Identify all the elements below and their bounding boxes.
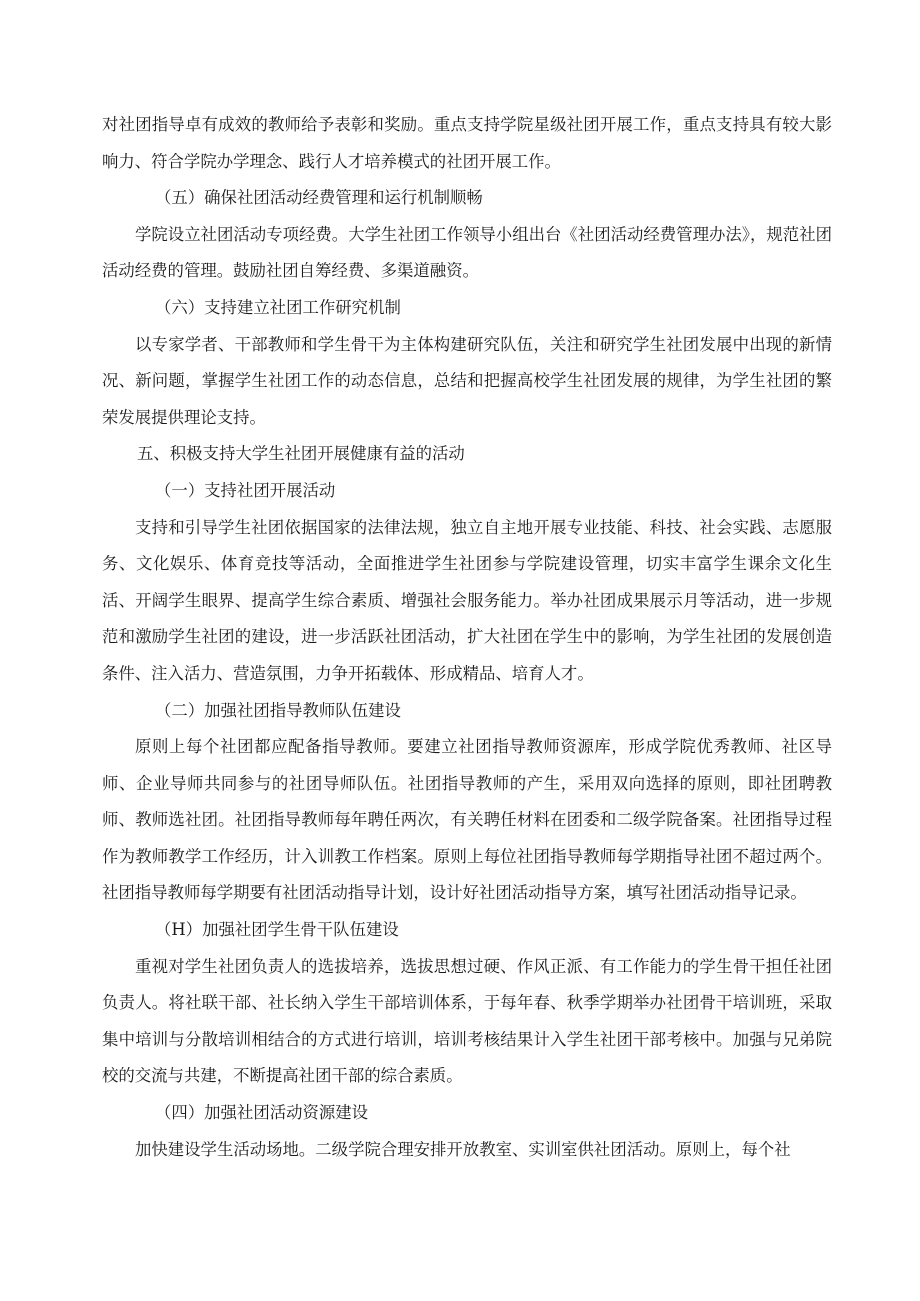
paragraph: 原则上每个社团都应配备指导教师。要建立社团指导教师资源库，形成学院优秀教师、社区导师、企业导师共同参与的社团导师队伍。社团指导教师的产生，采用双向选择的原则，即社团聘教师、教师选社团。社团指导教师每年聘任两次，有关聘任材料在团委和二级学院备案。社团指导过程作为教师教学工作经历，计入训教工作档案。原则上每位社团指导教师每学期指导社团不超过两个。社团指导教师每学期要有社团活动指导计划，设计好社团活动指导方案，填写社团活动指导记录。 [102,737,832,903]
section-heading-1: （一）支持社团开展活动 [155,480,336,500]
section-heading-6: （六）支持建立社团工作研究机制 [155,297,401,317]
paragraph: 以专家学者、干部教师和学生骨干为主体构建研究队伍，关注和研究学生社团发展中出现的新情况、新问题，掌握学生社团工作的动态信息，总结和把握高校学生社团发展的规律，为学生社团的繁荣发展提供理论支持。 [102,334,832,427]
paragraph: 支持和引导学生社团依据国家的法律法规，独立自主地开展专业技能、科技、社会实践、志愿服务、文化娱乐、体育竞技等活动，全面推进学生社团参与学院建设管理，切实丰富学生课余文化生活、开阔学生眼界、提高学生综合素质、增强社会服务能力。举办社团成果展示月等活动，进一步规范和激励学生社团的建设，进一步活跃社团活动，扩大社团在学生中的影响，为学生社团的发展创造条件、注入活力、营造氛围，力争开拓载体、形成精品、培育人才。 [102,517,832,683]
paragraph-continuation: 对社团指导卓有成效的教师给予表彰和奖励。重点支持学院星级社团开展工作，重点支持具有较大影响力、符合学院办学理念、践行人才培养模式的社团开展工作。 [102,115,832,171]
paragraph-truncated: 加快建设学生活动场地。二级学院合理安排开放教室、实训室供社团活动。原则上，每个社 [135,1139,791,1159]
section-heading-2: （二）加强社团指导教师队伍建设 [155,700,401,720]
paragraph: 重视对学生社团负责人的选拔培养，选拔思想过硬、作风正派、有工作能力的学生骨干担任社团负责人。将社联干部、社长纳入学生干部培训体系，于每年春、秋季学期举办社团骨干培训班，采取集中培训与分散培训相结合的方式进行培训，培训考核结果计入学生社团干部考核中。加强与兄弟院校的交流与共建，不断提高社团干部的综合素质。 [102,956,832,1086]
section-heading-3: （H）加强社团学生骨干队伍建设 [155,920,399,940]
paragraph: 学院设立社团活动专项经费。大学生社团工作领导小组出台《社团活动经费管理办法》，规范社团活动经费的管理。鼓励社团自筹经费、多渠道融资。 [102,224,832,281]
major-heading-5: 五、积极支持大学生社团开展健康有益的活动 [137,444,465,464]
section-heading-5: （五）确保社团活动经费管理和运行机制顺畅 [155,188,483,208]
section-heading-4: （四）加强社团活动资源建设 [155,1103,369,1123]
